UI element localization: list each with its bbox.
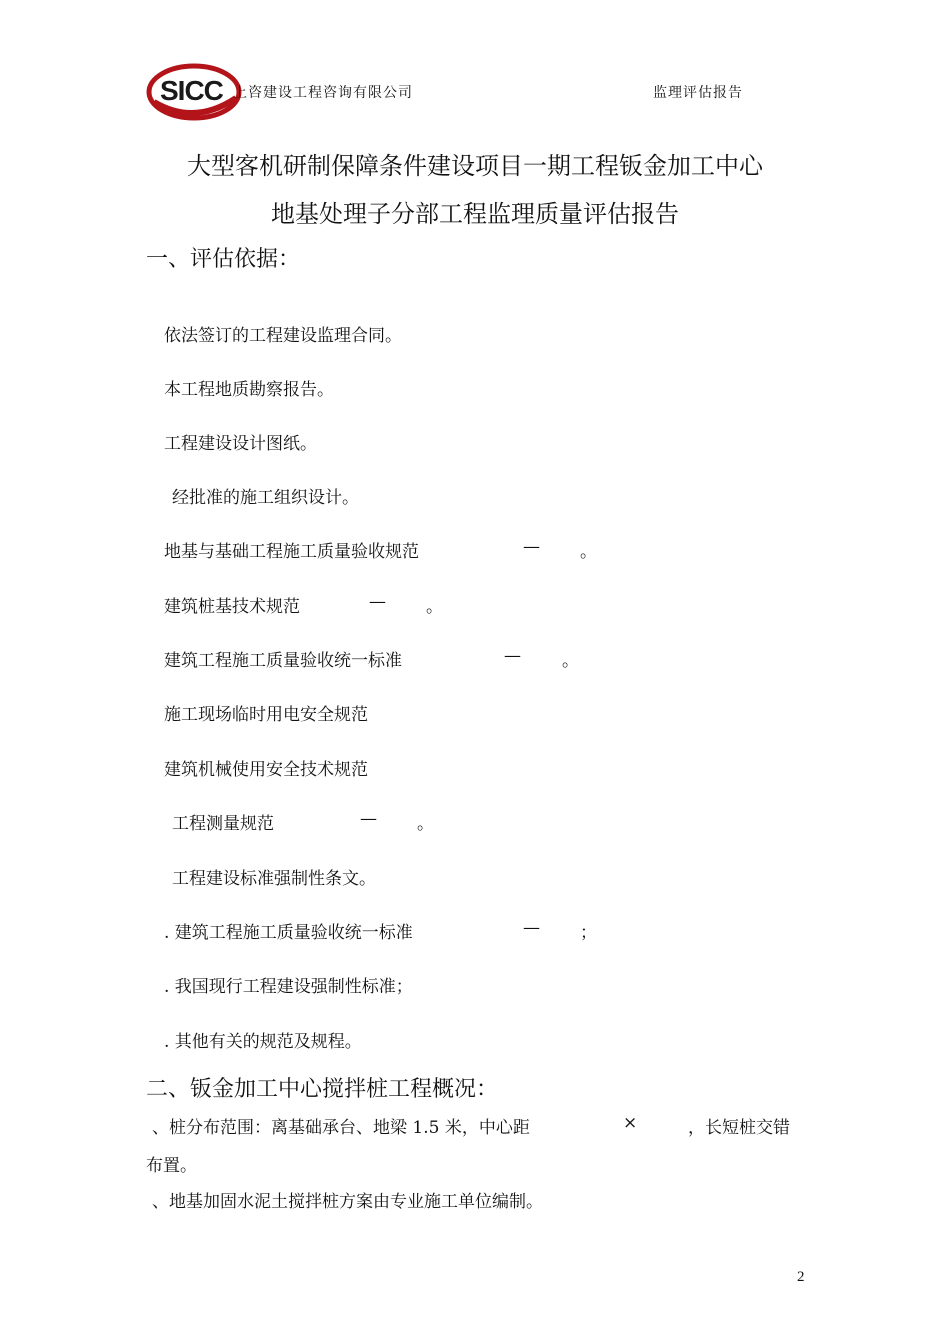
overview-paragraph-1-cont: 布置。 [146, 1156, 197, 1176]
overview-times-sign: × [623, 1113, 638, 1133]
basis-item-end: 。 [426, 597, 443, 617]
overview-paragraph-1: 、桩分布范围：离基础承台、地梁 1.5 米，中心距 [152, 1118, 530, 1138]
basis-item: 地基与基础工程施工质量验收规范 [164, 542, 419, 562]
basis-item: . 建筑工程施工质量验收统一标准 [164, 923, 413, 943]
basis-item: . 我国现行工程建设强制性标准； [164, 977, 413, 997]
basis-item: 施工现场临时用电安全规范 [164, 705, 368, 725]
page-number: 2 [797, 1269, 805, 1285]
document-title-line2: 地基处理子分部工程监理质量评估报告 [271, 200, 679, 228]
header-company: 上咨建设工程咨询有限公司 [233, 85, 413, 101]
basis-item: 经批准的施工组织设计。 [172, 488, 359, 508]
basis-item: 建筑机械使用安全技术规范 [164, 760, 368, 780]
section2-heading: 二、钣金加工中心搅拌桩工程概况： [146, 1077, 499, 1102]
basis-item: 依法签订的工程建设监理合同。 [164, 326, 402, 346]
basis-item-end: ； [580, 923, 597, 943]
document-title-line1: 大型客机研制保障条件建设项目一期工程钣金加工中心 [187, 152, 763, 180]
basis-item: . 其他有关的规范及规程。 [164, 1032, 362, 1052]
basis-item-dash: — [523, 918, 540, 938]
svg-text:SICC: SICC [160, 75, 223, 106]
sicc-logo [146, 62, 244, 122]
basis-item: 建筑桩基技术规范 [164, 597, 300, 617]
basis-item-dash: — [504, 646, 521, 666]
basis-item-end: 。 [417, 814, 434, 834]
basis-item-dash: — [369, 592, 386, 612]
basis-item: 工程测量规范 [172, 814, 274, 834]
overview-paragraph-1-end: ，长短桩交错 [688, 1118, 790, 1138]
overview-paragraph-2: 、地基加固水泥土搅拌桩方案由专业施工单位编制。 [152, 1192, 543, 1212]
header-report-type: 监理评估报告 [653, 85, 743, 101]
basis-item-dash: — [523, 537, 540, 557]
section1-heading: 一、评估依据： [146, 247, 301, 272]
basis-item: 工程建设设计图纸。 [164, 434, 317, 454]
basis-item-end: 。 [580, 542, 597, 562]
basis-item: 本工程地质勘察报告。 [164, 380, 334, 400]
basis-item: 建筑工程施工质量验收统一标准 [164, 651, 402, 671]
basis-item-end: 。 [562, 651, 579, 671]
sicc-logo-graphic [146, 62, 244, 122]
basis-item-dash: — [360, 809, 377, 829]
basis-item: 工程建设标准强制性条文。 [172, 869, 376, 889]
